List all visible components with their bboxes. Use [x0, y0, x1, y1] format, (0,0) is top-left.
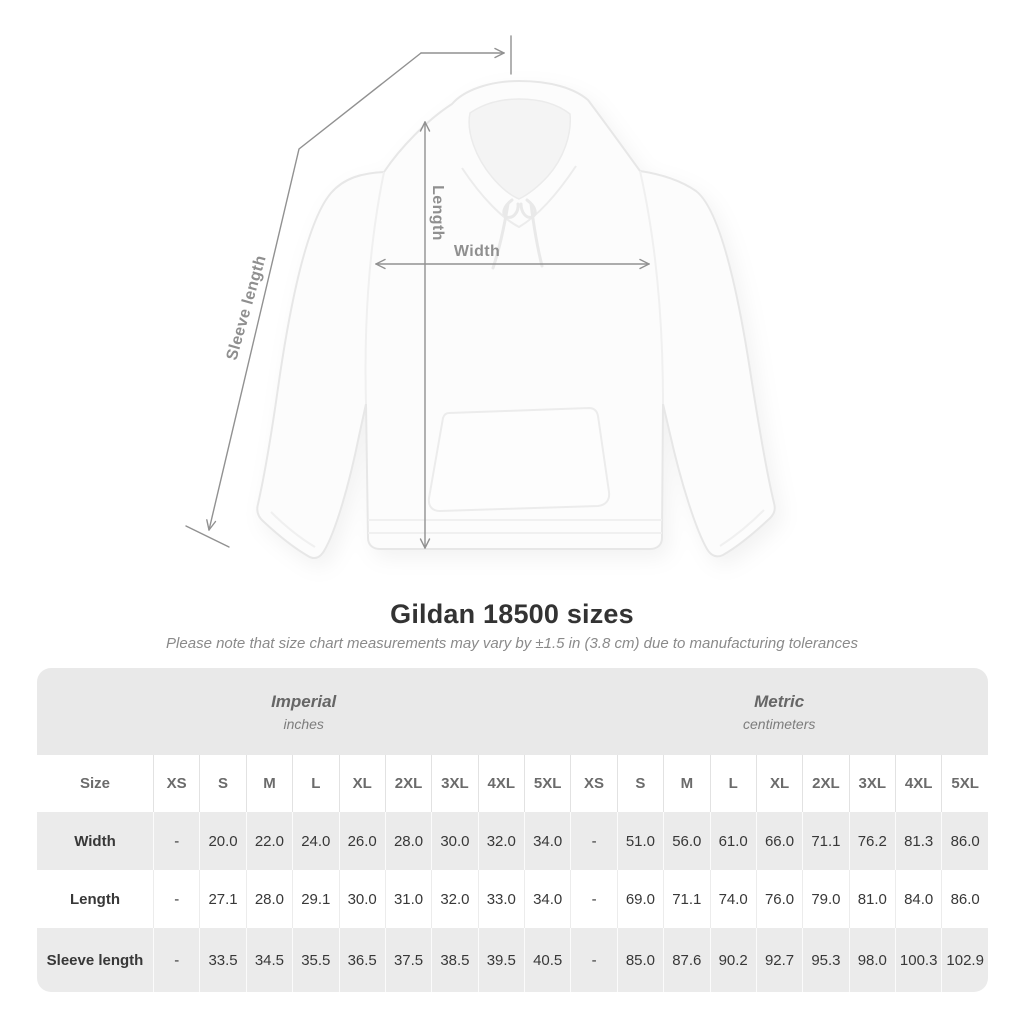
size-header-imperial-xs: XS [153, 755, 199, 812]
size-header-metric-5xl: 5XL [941, 755, 988, 812]
cell-sleeve-length-imperial-xs: - [153, 928, 199, 992]
cell-sleeve-length-imperial-2xl: 37.5 [385, 928, 431, 992]
cell-width-imperial-xs: - [153, 812, 199, 870]
cell-length-metric-xs: - [570, 870, 616, 928]
metric-sublabel: centimeters [743, 715, 816, 732]
cell-length-metric-4xl: 84.0 [895, 870, 941, 928]
cell-sleeve-length-imperial-s: 33.5 [199, 928, 245, 992]
cell-width-metric-4xl: 81.3 [895, 812, 941, 870]
cell-width-imperial-l: 24.0 [292, 812, 338, 870]
cell-sleeve-length-imperial-5xl: 40.5 [524, 928, 570, 992]
cell-length-metric-m: 71.1 [663, 870, 709, 928]
cell-width-metric-l: 61.0 [710, 812, 756, 870]
cell-width-metric-xs: - [570, 812, 616, 870]
cell-sleeve-length-imperial-4xl: 39.5 [478, 928, 524, 992]
cell-width-imperial-xl: 26.0 [339, 812, 385, 870]
imperial-label: Imperial [271, 691, 337, 711]
cell-length-imperial-4xl: 33.0 [478, 870, 524, 928]
size-chart-disclaimer: Please note that size chart measurements may vary by ±1.5 in (3.8 cm) due to manufacturing tolerances [166, 635, 858, 652]
cell-width-imperial-2xl: 28.0 [385, 812, 431, 870]
sleeve-length-label: Sleeve length [223, 253, 270, 363]
row-label: Length [37, 870, 153, 928]
size-header-imperial-xl: XL [339, 755, 385, 812]
cell-length-metric-l: 74.0 [710, 870, 756, 928]
cell-length-metric-3xl: 81.0 [849, 870, 895, 928]
metric-label: Metric [754, 691, 805, 711]
row-label: Width [37, 812, 153, 870]
hoodie-illustration [257, 81, 775, 558]
table-row-length [37, 870, 988, 928]
cell-sleeve-length-metric-s: 85.0 [617, 928, 663, 992]
cell-sleeve-length-imperial-3xl: 38.5 [431, 928, 477, 992]
kangaroo-pocket [429, 408, 609, 511]
cell-length-imperial-l: 29.1 [292, 870, 338, 928]
size-header-metric-l: L [710, 755, 756, 812]
cell-sleeve-length-metric-l: 90.2 [710, 928, 756, 992]
cell-width-imperial-4xl: 32.0 [478, 812, 524, 870]
cell-width-metric-3xl: 76.2 [849, 812, 895, 870]
metric-unit-header [570, 668, 988, 755]
cell-sleeve-length-metric-3xl: 98.0 [849, 928, 895, 992]
cell-sleeve-length-metric-4xl: 100.3 [895, 928, 941, 992]
size-header-metric-2xl: 2XL [802, 755, 848, 812]
cell-length-imperial-s: 27.1 [199, 870, 245, 928]
sleeve-bottom-tick [186, 526, 229, 547]
cell-length-metric-xl: 76.0 [756, 870, 802, 928]
cell-length-imperial-m: 28.0 [246, 870, 292, 928]
cell-sleeve-length-metric-2xl: 95.3 [802, 928, 848, 992]
cell-width-metric-xl: 66.0 [756, 812, 802, 870]
size-header-row [37, 755, 988, 812]
size-header-imperial-3xl: 3XL [431, 755, 477, 812]
cell-length-metric-5xl: 86.0 [941, 870, 988, 928]
size-table [37, 668, 988, 992]
cell-length-metric-s: 69.0 [617, 870, 663, 928]
cell-length-imperial-xs: - [153, 870, 199, 928]
cell-width-imperial-m: 22.0 [246, 812, 292, 870]
imperial-unit-header [37, 668, 570, 755]
cell-length-imperial-3xl: 32.0 [431, 870, 477, 928]
imperial-sublabel: inches [283, 715, 324, 732]
size-header-imperial-s: S [199, 755, 245, 812]
cell-sleeve-length-metric-xs: - [570, 928, 616, 992]
cell-sleeve-length-metric-xl: 92.7 [756, 928, 802, 992]
size-header-metric-xs: XS [570, 755, 616, 812]
cell-width-imperial-3xl: 30.0 [431, 812, 477, 870]
size-header-imperial-2xl: 2XL [385, 755, 431, 812]
size-header-metric-m: M [663, 755, 709, 812]
size-header-metric-3xl: 3XL [849, 755, 895, 812]
size-header-imperial-l: L [292, 755, 338, 812]
size-header-imperial-m: M [246, 755, 292, 812]
page-title: Gildan 18500 sizes [390, 599, 634, 629]
length-label: Length [429, 185, 446, 241]
cell-sleeve-length-imperial-xl: 36.5 [339, 928, 385, 992]
cell-width-metric-2xl: 71.1 [802, 812, 848, 870]
size-header-imperial-4xl: 4XL [478, 755, 524, 812]
cell-length-imperial-5xl: 34.0 [524, 870, 570, 928]
cell-length-imperial-2xl: 31.0 [385, 870, 431, 928]
cell-length-metric-2xl: 79.0 [802, 870, 848, 928]
size-header-metric-s: S [617, 755, 663, 812]
cell-width-imperial-s: 20.0 [199, 812, 245, 870]
size-header-metric-xl: XL [756, 755, 802, 812]
cell-sleeve-length-imperial-m: 34.5 [246, 928, 292, 992]
cell-sleeve-length-metric-m: 87.6 [663, 928, 709, 992]
size-column-header: Size [37, 755, 153, 812]
cell-sleeve-length-imperial-l: 35.5 [292, 928, 338, 992]
size-header-imperial-5xl: 5XL [524, 755, 570, 812]
cell-length-imperial-xl: 30.0 [339, 870, 385, 928]
table-row-sleeve-length [37, 928, 988, 992]
cell-sleeve-length-metric-5xl: 102.9 [941, 928, 988, 992]
cell-width-metric-s: 51.0 [617, 812, 663, 870]
unit-band-row [37, 668, 988, 755]
row-label: Sleeve length [37, 928, 153, 992]
cell-width-metric-m: 56.0 [663, 812, 709, 870]
size-header-metric-4xl: 4XL [895, 755, 941, 812]
size-chart-table [37, 668, 988, 992]
sleeve-arrowhead [207, 520, 209, 530]
cell-width-imperial-5xl: 34.0 [524, 812, 570, 870]
table-row-width [37, 812, 988, 870]
cell-width-metric-5xl: 86.0 [941, 812, 988, 870]
width-label: Width [453, 243, 501, 260]
